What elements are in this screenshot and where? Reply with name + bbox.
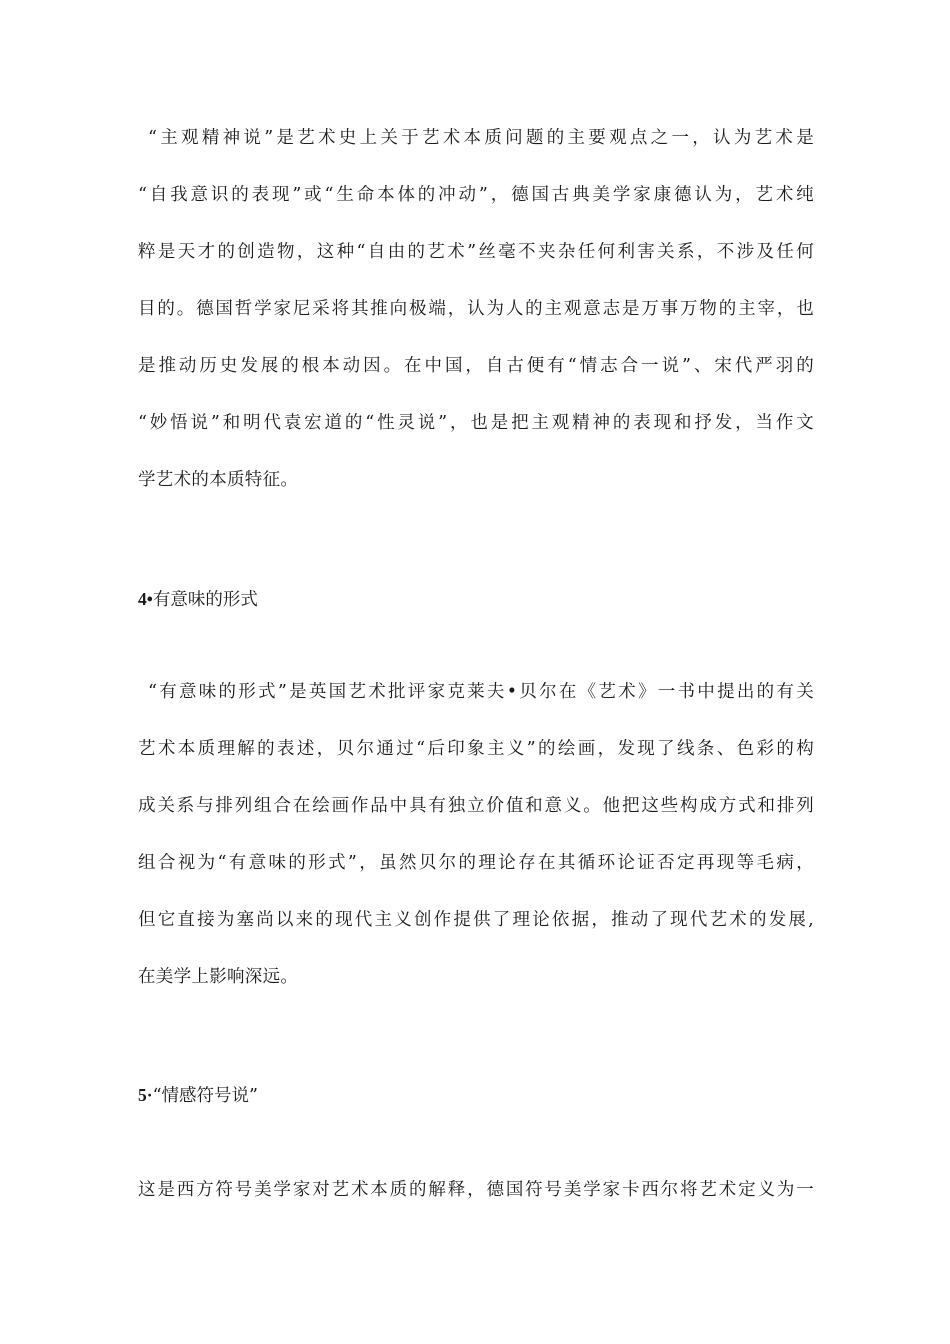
paragraph-line: 这是西方符号美学家对艺术本质的解释，德国符号美学家卡西尔将艺术定义为一 xyxy=(138,1180,814,1200)
paragraph-line: “自我意识的表现”或“生命本体的冲动”，德国古典美学家康德认为，艺术纯 xyxy=(138,185,814,205)
paragraph-line: “妙悟说”和明代袁宏道的“性灵说”，也是把主观精神的表现和抒发，当作文 xyxy=(138,413,814,433)
paragraph-line: 是推动历史发展的根本动因。在中国，自古便有“情志合一说”、宋代严羽的 xyxy=(138,356,814,376)
paragraph-line: 组合视为“有意味的形式”，虽然贝尔的理论存在其循环论证否定再现等毛病， xyxy=(138,853,814,873)
paragraph-line: “主观精神说”是艺术史上关于艺术本质问题的主要观点之一，认为艺术是 xyxy=(148,128,814,148)
paragraph-line: 目的。德国哲学家尼采将其推向极端，认为人的主观意志是万事万物的主宰，也 xyxy=(138,299,814,319)
paragraph-line: 在美学上影响深远。 xyxy=(138,967,299,987)
paragraph-line: 成关系与排列组合在绘画作品中具有独立价值和意义。他把这些构成方式和排列 xyxy=(138,796,814,816)
section-number: 4• xyxy=(138,589,153,609)
section-heading-4 xyxy=(138,587,258,612)
paragraph-line: “有意味的形式”是英国艺术批评家克莱夫•贝尔在《艺术》一书中提出的有关 xyxy=(148,682,814,702)
paragraph-line: 艺术本质理解的表述，贝尔通过“后印象主义”的绘画，发现了线条、色彩的构 xyxy=(138,739,814,759)
paragraph-line: 学艺术的本质特征。 xyxy=(138,470,299,490)
section-title: 有意味的形式 xyxy=(152,590,258,610)
section-heading-5 xyxy=(138,1083,258,1108)
section-title: “情感符号说” xyxy=(152,1086,258,1106)
paragraph-line: 粹是天才的创造物，这种“自由的艺术”丝毫不夹杂任何利害关系，不涉及任何 xyxy=(138,242,814,262)
paragraph-line: 但它直接为塞尚以来的现代主义创作提供了理论依据，推动了现代艺术的发展, xyxy=(138,910,814,930)
section-number: 5· xyxy=(138,1085,153,1105)
